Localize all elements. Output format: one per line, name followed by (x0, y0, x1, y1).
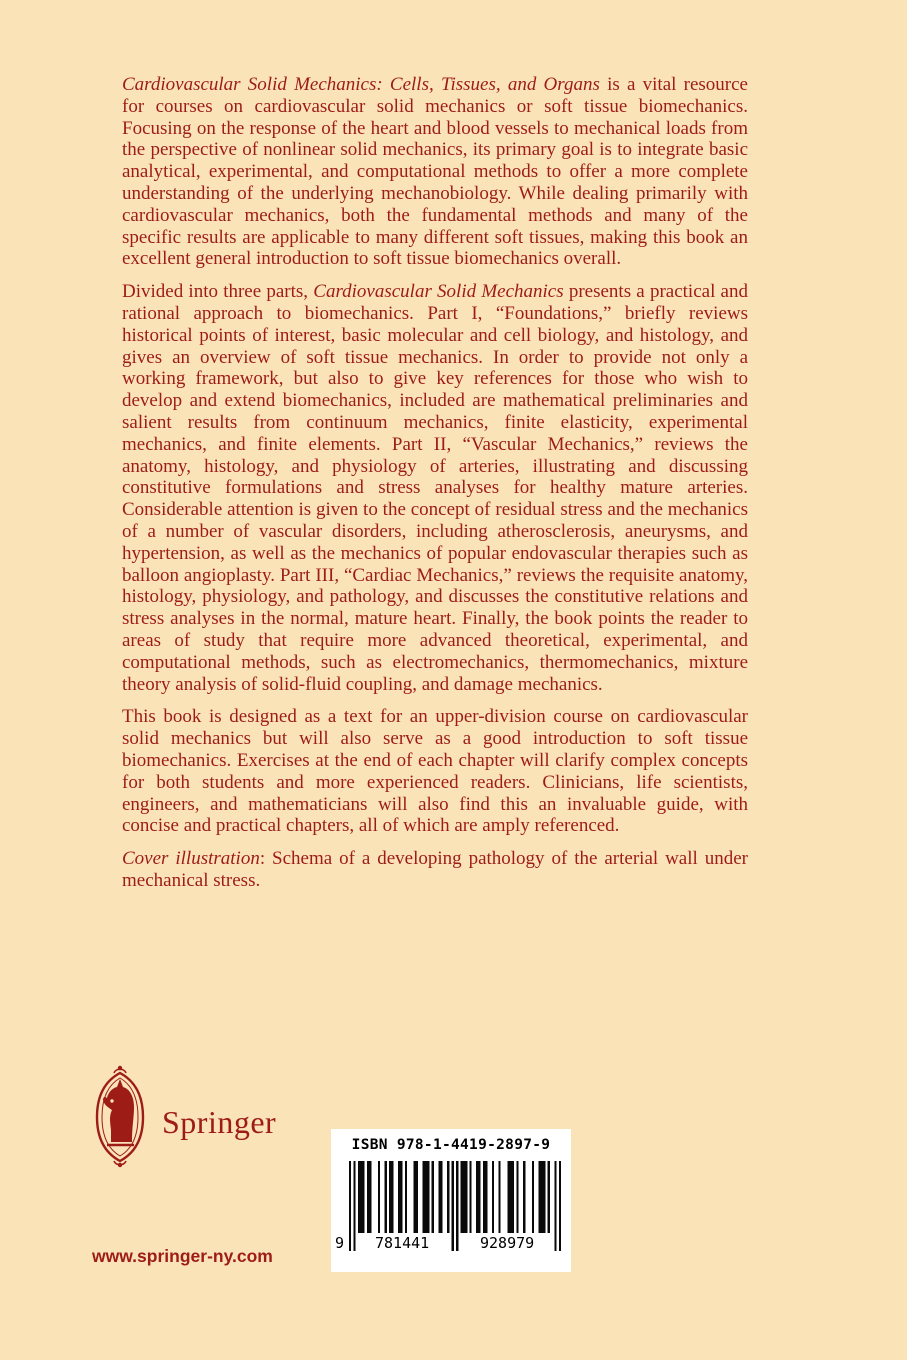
publisher-website: www.springer-ny.com (92, 1246, 273, 1266)
paragraph-parts-lead: Divided into three parts, (122, 281, 314, 303)
paragraph-overview-text: is a vital resource for courses on cardiovascular solid mechanics or soft tissue biomechanics. Focusing on the response of the heart and blood vessels to mechanical loads from the perspective of nonlinear solid mechanics, its primary goal is to integrate basic analytical, experimental, and computational methods to offer a more complete understanding of the underlying mechanobiology. While dealing primarily with cardiovascular mechanics, both the fundamental methods and many of the specific results are applicable to many different soft tissues, making this book an excellent general introduction to soft tissue biomechanics overall. (122, 74, 748, 270)
book-title: Cardiovascular Solid Mechanics: Cells, Tissues, and Organs (122, 74, 600, 95)
paragraph-overview (122, 74, 748, 270)
paragraph-audience: This book is designed as a text for an upper-division course on cardiovascular solid mechanics but will also serve as a good introduction to soft tissue biomechanics. Exercises at the end of each chapter will clarify complex concepts for both students and more experienced readers. Clinicians, life scientists, engineers, and mathematicians will also find this an invaluable guide, with concise and practical chapters, all of which are amply referenced. (122, 706, 748, 837)
barcode-digit-group: 9 (335, 1234, 345, 1252)
paragraph-parts-text: presents a practical and rational approach to biomechanics. Part I, “Foundations,” briefly reviews historical points of interest, basic molecular and cell biology, and histology, and gives an overview of soft tissue mechanics. In order to provide not only a working framework, but also to give key references for those who wish to develop and extend biomechanics, included are mathematical preliminaries and salient results from continuum mechanics, finite elasticity, experimental mechanics, and finite elements. Part II, “Vascular Mechanics,” reviews the anatomy, histology, and physiology of arteries, illustrating and discussing constitutive formulations and stress analyses for healthy mature arteries. Considerable attention is given to the concept of residual stress and the mechanics of a number of vascular disorders, including atherosclerosis, aneurysms, and hypertension, as well as the mechanics of popular endovascular therapies such as balloon angioplasty. Part III, “Cardiac Mechanics,” reviews the requisite anatomy, histology, physiology, and pathology, and discusses the constitutive relations and stress analyses in the normal, mature heart. Finally, the book points the reader to areas of study that require more advanced theoretical, experimental, and computational methods, such as electromechanics, thermomechanics, mixture theory analysis of solid-fluid coupling, and damage mechanics. (122, 281, 748, 695)
publisher-brand (88, 1064, 276, 1170)
barcode-digit-group: 928979 (480, 1234, 535, 1252)
barcode-digit-group: 781441 (375, 1234, 430, 1252)
cover-illustration-text: : Schema of a developing pathology of the arterial wall under mechanical stress. (122, 848, 748, 891)
chess-knight-icon (103, 1079, 134, 1142)
back-cover-blurb (122, 74, 748, 903)
isbn-barcode-block (331, 1129, 571, 1272)
paragraph-cover-note (122, 848, 748, 892)
cover-illustration-lead: Cover illustration (122, 848, 260, 870)
publisher-name: Springer (162, 1103, 277, 1140)
isbn-label: ISBN 978-1-4419-2897-9 (351, 1137, 551, 1153)
paragraph-parts (122, 281, 748, 695)
book-title-short: Cardiovascular Solid Mechanics (313, 281, 564, 303)
springer-horse-logo (88, 1064, 152, 1170)
